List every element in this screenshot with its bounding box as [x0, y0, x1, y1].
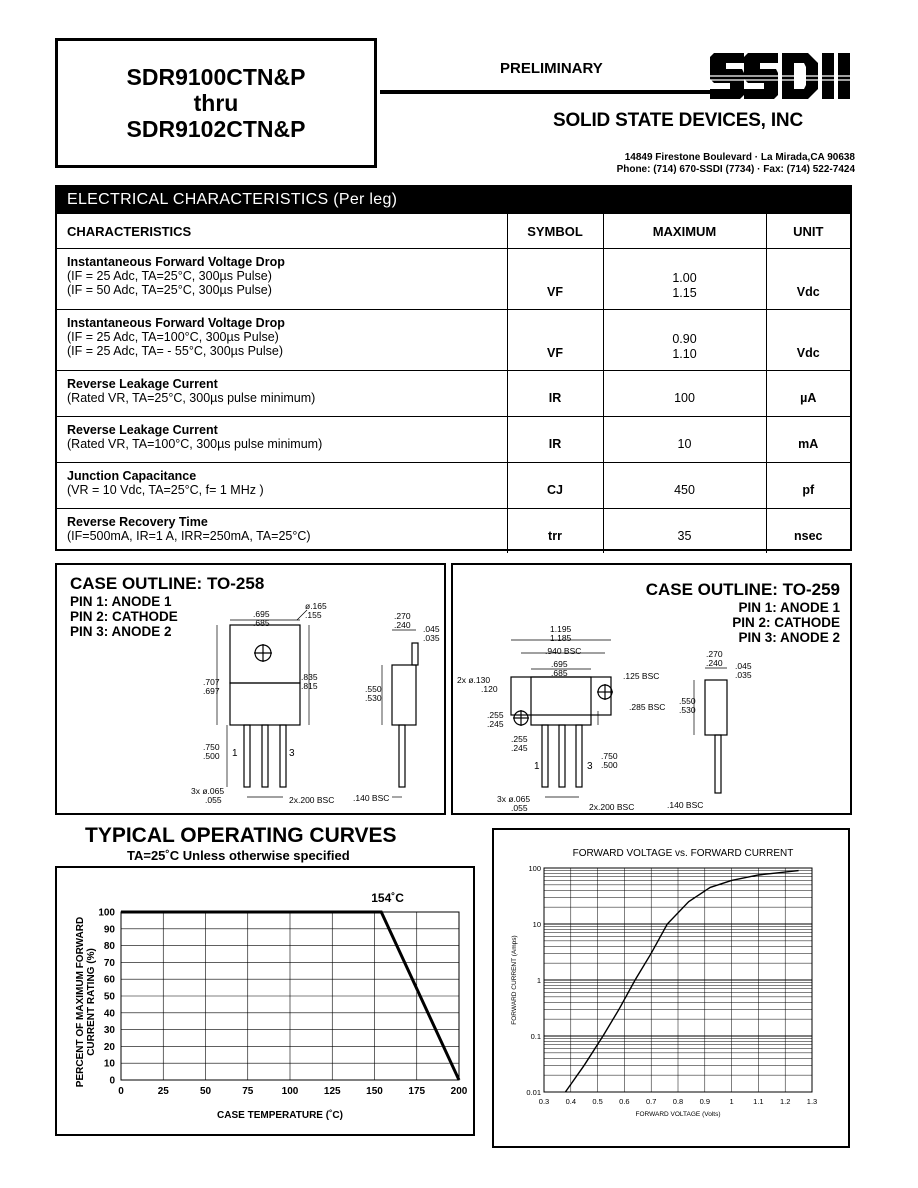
dim-value: .530 [679, 705, 696, 715]
y-tick-label: 40 [103, 1008, 115, 1020]
maximum-value: 1.10 [672, 347, 697, 361]
dim-value: .045 [735, 661, 752, 671]
dim-side-offset: .140 BSC [667, 800, 704, 810]
table-row [57, 310, 850, 371]
pin-label: PIN 1: ANODE 1 [70, 594, 172, 609]
dim-value: .055 [511, 803, 528, 813]
y-tick-label: 70 [103, 957, 115, 969]
dim-hole-offset: .125 BSC [623, 671, 660, 681]
dim-value: .835 [301, 672, 318, 682]
dim-value: .045 [423, 624, 440, 634]
y-axis-label-line: CURRENT RATING (%) [86, 948, 97, 1056]
x-tick-label: 0.5 [592, 1097, 603, 1106]
dim-value: .240 [394, 620, 411, 630]
x-axis-label: CASE TEMPERATURE (˚C) [217, 1110, 343, 1121]
y-tick-label: 1 [536, 976, 541, 985]
maximum-value: 0.90 [672, 332, 697, 346]
dim-lead-diameter [191, 787, 224, 805]
pin-label: PIN 3: ANODE 2 [738, 630, 840, 645]
symbol-cell: IR [507, 417, 603, 463]
characteristic-name: Junction Capacitance [67, 469, 197, 483]
characteristic-cell [57, 371, 507, 417]
part-number-box [55, 38, 377, 168]
dim-value: .120 [481, 684, 498, 694]
ssdi-logo [708, 45, 858, 107]
dim-pitch: 2x.200 BSC [289, 795, 335, 805]
characteristic-cell [57, 310, 507, 371]
x-tick-label: 0.4 [565, 1097, 577, 1106]
x-tick-label: 0 [118, 1086, 124, 1097]
characteristic-name: Instantaneous Forward Voltage Drop [67, 255, 285, 269]
dim-value: 2x ø.130 [457, 675, 491, 685]
table-row [57, 249, 850, 310]
unit-cell: Vdc [766, 310, 850, 371]
y-tick-label: 60 [103, 974, 115, 986]
y-tick-label: 0 [109, 1075, 115, 1087]
characteristic-cell [57, 249, 507, 310]
x-tick-label: 150 [366, 1086, 383, 1097]
y-axis-label-line: PERCENT OF MAXIMUM FORWARD [75, 916, 86, 1088]
symbol-cell: VF [507, 310, 603, 371]
derating-chart-panel [55, 866, 475, 1136]
dim-value: .035 [423, 633, 440, 643]
forward-voltage-chart [494, 830, 848, 1146]
condition-text: (Rated VR, TA=25°C, 300µs pulse minimum) [67, 391, 316, 405]
dim-value: ø.165 [305, 601, 327, 611]
y-tick-label: 10 [103, 1058, 115, 1070]
x-tick-label: 200 [450, 1086, 468, 1097]
dim-value: .815 [301, 681, 318, 691]
y-axis-label [75, 917, 97, 1087]
dim-overall-width [550, 625, 571, 643]
pin-1-label: 1 [232, 748, 238, 759]
characteristic-name: Reverse Recovery Time [67, 515, 208, 529]
dim-value: .550 [365, 684, 382, 694]
curves-subtitle: TA=25˚C Unless otherwise specified [127, 848, 350, 863]
col-symbol: SYMBOL [507, 214, 603, 249]
y-tick-label: 90 [103, 924, 115, 936]
part-number-thru: thru [193, 90, 239, 116]
x-tick-label: 0.8 [672, 1097, 684, 1106]
x-tick-label: 0.6 [619, 1097, 630, 1106]
dim-value: .707 [203, 677, 220, 687]
condition-text: (IF = 25 Adc, TA=100°C, 300µs Pulse) [67, 330, 279, 344]
dim-value: .035 [735, 670, 752, 680]
y-tick-label: 100 [528, 864, 541, 873]
dim-value: .270 [394, 611, 411, 621]
characteristic-cell [57, 509, 507, 553]
dim-value: .255 [487, 710, 504, 720]
x-tick-label: 0.3 [538, 1097, 550, 1106]
dim-pitch: 2x.200 BSC [589, 802, 635, 812]
maximum-value: 1.00 [672, 271, 697, 285]
symbol-cell: trr [507, 509, 603, 553]
dim-value: .550 [679, 696, 696, 706]
dim-value: .695 [551, 659, 568, 669]
unit-cell: µA [766, 371, 850, 417]
part-number-last: SDR9102CTN&P [126, 116, 306, 142]
characteristic-cell [57, 463, 507, 509]
characteristic-name: Reverse Leakage Current [67, 423, 218, 437]
dim-value: 3x ø.065 [497, 794, 531, 804]
table-row [57, 463, 850, 509]
unit-cell: Vdc [766, 249, 850, 310]
col-characteristics: CHARACTERISTICS [57, 214, 507, 249]
pin-label: PIN 2: CATHODE [70, 609, 178, 624]
y-tick-label: 100 [98, 907, 115, 919]
unit-cell: mA [766, 417, 850, 463]
dim-value: .750 [203, 742, 220, 752]
maximum-cell [603, 310, 766, 371]
y-tick-label: 0.01 [526, 1088, 541, 1097]
pin-label: PIN 2: CATHODE [732, 615, 840, 630]
x-tick-label: 25 [157, 1086, 169, 1097]
dim-side-thickness [394, 612, 411, 630]
condition-text: (Rated VR, TA=100°C, 300µs pulse minimum) [67, 437, 323, 451]
dim-value: .500 [203, 751, 220, 761]
to259-drawing [453, 565, 850, 813]
maximum-cell [603, 249, 766, 310]
dim-side-tab [423, 625, 440, 643]
dim-edge-a [487, 711, 504, 729]
dim-body-height [203, 678, 220, 696]
dim-side-tab [735, 662, 752, 680]
forward-voltage-chart-panel [492, 828, 850, 1148]
table-header-row [57, 214, 850, 249]
dim-side-height [679, 697, 696, 715]
part-number-first: SDR9100CTN&P [126, 64, 306, 90]
symbol-cell: CJ [507, 463, 603, 509]
dim-value: .697 [203, 686, 220, 696]
case-outline-title: CASE OUTLINE: TO-259 [645, 580, 840, 599]
dim-value: .750 [601, 751, 618, 761]
dim-value: .055 [205, 795, 222, 805]
symbol-cell: IR [507, 371, 603, 417]
characteristic-name: Reverse Leakage Current [67, 377, 218, 391]
dim-lead-length [203, 743, 220, 761]
forward-curve [565, 871, 798, 1092]
dim-hole-spacing: .940 BSC [545, 646, 582, 656]
company-name: SOLID STATE DEVICES, INC [553, 110, 803, 131]
dim-body-width [551, 660, 568, 678]
pin-label: PIN 1: ANODE 1 [738, 600, 840, 615]
y-tick-label: 50 [103, 991, 115, 1003]
address-line: 14849 Firestone Boulevard · La Mirada,CA 90638 [624, 152, 855, 163]
dim-value: .685 [551, 668, 568, 678]
unit-cell: pf [766, 463, 850, 509]
pin-3-label: 3 [289, 748, 295, 759]
pin-label: PIN 3: ANODE 2 [70, 624, 172, 639]
condition-text: (IF = 25 Adc, TA= - 55°C, 300µs Pulse) [67, 344, 284, 358]
x-axis-label: FORWARD VOLTAGE (Volts) [635, 1111, 721, 1118]
dim-lead-length [601, 752, 618, 770]
characteristic-name: Instantaneous Forward Voltage Drop [67, 316, 285, 330]
x-tick-label: 1.3 [806, 1097, 818, 1106]
y-tick-label: 0.1 [530, 1032, 541, 1041]
x-tick-label: 175 [408, 1086, 426, 1097]
condition-text: (IF=500mA, IR=1 A, IRR=250mA, TA=25°C) [67, 529, 311, 543]
case-outline-to258-panel [55, 563, 446, 815]
col-maximum: MAXIMUM [603, 214, 766, 249]
case-outline-title: CASE OUTLINE: TO-258 [70, 574, 265, 593]
phone-line: Phone: (714) 670-SSDI (7734) · Fax: (714) 522-7424 [616, 164, 855, 175]
dim-top-width [253, 610, 270, 628]
dim-lead-diameter [497, 795, 530, 813]
y-tick-label: 20 [103, 1041, 115, 1053]
x-tick-label: 125 [323, 1086, 341, 1097]
curves-title: TYPICAL OPERATING CURVES [85, 824, 397, 847]
x-tick-label: 1.2 [779, 1097, 791, 1106]
maximum-value: 1.15 [672, 286, 697, 300]
dim-side-offset: .140 BSC [353, 793, 390, 803]
dim-value: .530 [365, 693, 382, 703]
company-address [560, 152, 855, 176]
status-label: PRELIMINARY [500, 60, 603, 77]
dim-value: .695 [253, 609, 270, 619]
dim-hole-diameter [457, 676, 498, 694]
dim-side-thickness [706, 650, 723, 668]
dim-value: .245 [487, 719, 504, 729]
chart-title: FORWARD VOLTAGE vs. FORWARD CURRENT [572, 848, 794, 859]
dim-value: 3x ø.065 [191, 786, 225, 796]
dim-value: .155 [305, 610, 322, 620]
condition-text: (IF = 50 Adc, TA=25°C, 300µs Pulse) [67, 283, 272, 297]
dim-side-height [365, 685, 382, 703]
case-outline-to259-panel [451, 563, 852, 815]
x-tick-label: 100 [281, 1086, 299, 1097]
maximum-cell: 100 [603, 371, 766, 417]
dim-value: 1.195 [550, 624, 572, 634]
unit-cell: nsec [766, 509, 850, 553]
x-tick-label: 0.7 [645, 1097, 657, 1106]
dim-value: .255 [511, 734, 528, 744]
x-tick-label: 50 [199, 1086, 212, 1097]
dim-value: .245 [511, 743, 528, 753]
pin-3-label: 3 [587, 761, 593, 772]
to258-drawing [57, 565, 444, 813]
col-unit: UNIT [766, 214, 850, 249]
dim-value: .500 [601, 760, 618, 770]
maximum-cell: 450 [603, 463, 766, 509]
electrical-characteristics-table [55, 185, 852, 551]
header-rule [380, 90, 710, 94]
y-tick-label: 80 [103, 941, 115, 953]
condition-text: (IF = 25 Adc, TA=25°C, 300µs Pulse) [67, 269, 272, 283]
annotation-label: 154˚C [371, 891, 404, 905]
dim-value: .270 [706, 649, 723, 659]
maximum-cell: 35 [603, 509, 766, 553]
derating-chart [57, 868, 473, 1134]
table-row [57, 371, 850, 417]
dim-hole [305, 602, 327, 620]
x-tick-label: 75 [242, 1086, 254, 1097]
condition-text: (VR = 10 Vdc, TA=25°C, f= 1 MHz ) [67, 483, 264, 497]
maximum-cell: 10 [603, 417, 766, 463]
dim-edge-b [511, 735, 528, 753]
table-title: ELECTRICAL CHARACTERISTICS (Per leg) [57, 187, 850, 213]
dim-value: .685 [253, 618, 270, 628]
characteristic-cell [57, 417, 507, 463]
dim-tab-height [301, 673, 318, 691]
symbol-cell: VF [507, 249, 603, 310]
dim-value: 1.185 [550, 633, 572, 643]
y-tick-label: 30 [103, 1025, 115, 1037]
x-tick-label: 1.1 [753, 1097, 764, 1106]
dim-body-height: .285 BSC [629, 702, 666, 712]
table-row [57, 417, 850, 463]
y-axis-label: FORWARD CURRENT (Amps) [511, 935, 518, 1025]
table-row [57, 509, 850, 553]
x-tick-label: 1 [729, 1097, 734, 1106]
x-tick-label: 0.9 [699, 1097, 711, 1106]
y-tick-label: 10 [532, 920, 541, 929]
pin-1-label: 1 [534, 761, 540, 772]
dim-value: .240 [706, 658, 723, 668]
